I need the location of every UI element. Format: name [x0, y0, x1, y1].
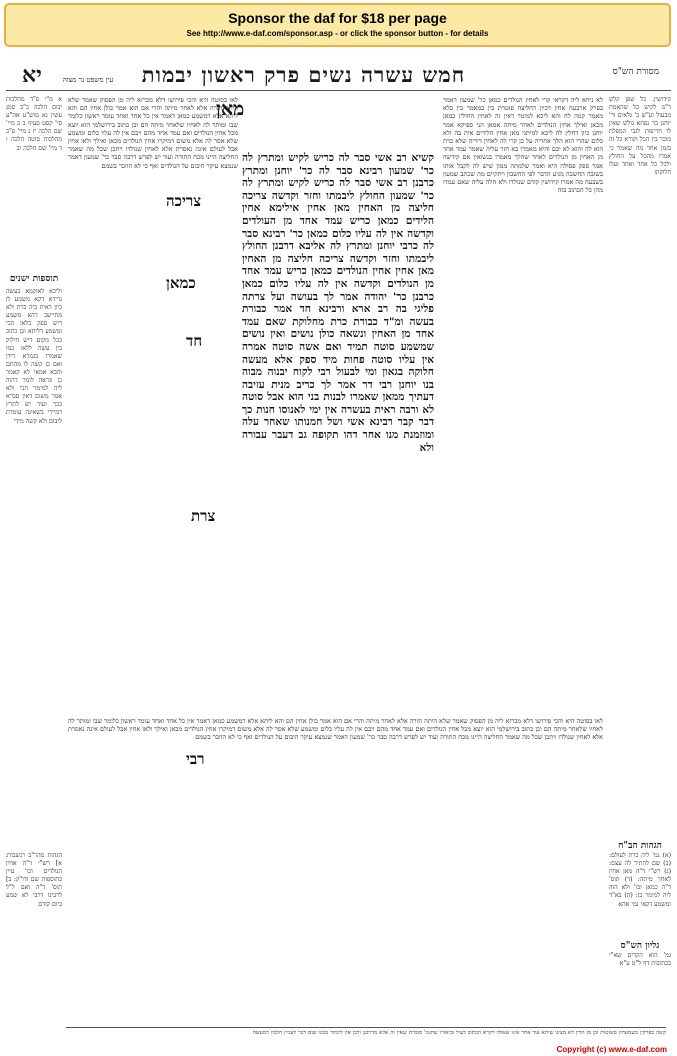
opening-word-tzricha: צריכה	[166, 192, 202, 210]
tosafot-commentary: לאו בסוטה היא והכי פירושו דלא מכרזא ליה מן הפסוק שאמר שלא היתה חזרה אלא לאחר מיתה והרי אם הוא אמר כולן אחין הם והא ליתא אלא דמשמע כמאן דאמר אין כל אחד ואחד עומד ראשון כלומר שבו ומותר לה לאחיו שלאחר מיתה הם וכן כתוב בירושלמי הוא יוצא מכל אחין הנולדים ואם עמד אחד מהם ויבם אין לה עליו כלום ומשמע שלא אסר לה אלא משום דמיקרו אחין הנולדים מכאן ואילך ולאו אחין אבל לעולם אינה נאסרת אלא לאחין שנולדו ויתכן שכל מה שאמר החליצה היינו מכח התורה ועוד יש לפרש דרבה סבר כר' שמעון דאמר שנמצא עיקר היבום על הנולדים ואף כי לא הוזכר בשמם	[68, 96, 238, 170]
masoret-label: מסורת הש"ס	[612, 67, 659, 77]
sponsor-banner[interactable]	[4, 3, 671, 47]
tosafot-continuation: לאו בסוטה היא והכי פירושו דלא מכרזא ליה מן הפסוק שאמר שלא היתה חזרה אלא לאחר מיתה והרי אם הוא אמר כולן אחין הם והא ליתא אלא דמשמע כמאן דאמר אין כל אחד ואחד עומד ראשון כלומר שבו ומותר לה לאחיו שלאחר מיתה הם וכן כתוב בירושלמי הוא יוצא מכל אחין הנולדים ואם עמד אחד מהם ויבם אין לה עליו כלום ומשמע שלא אסר לה אלא משום דמיקרו אחין הנולדים מכאן ואילך ולאו אחין אבל לעולם אינה נאסרת אלא לאחין שנולדו ויתכן שכל מה שאמר החליצה היינו מכח התורה ועוד יש לפרש דרבה סבר כר' שמעון דאמר שנמצא עיקר היבום על הנולדים ואף כי לא הוזכר בשמם	[68, 717, 603, 742]
tosafot-yeshanim-heading: תוספות ישנים	[9, 274, 59, 284]
header-rule	[6, 90, 671, 91]
rashi-commentary: לא ניחא ליה דקראי קרי לאחין הנולדים כמאן כר' שמעון דאמר בפרק ארבעה אחין דכיון דחליצה פוטרת בין במאמר בין בלא מאמר קמה לה והא ליכא למימר דאין זה לאחין החולץ כמאן מכאן ואילך אחין הנולדים לאחר מיתה אמאן הני ספיקא אמר יוחנן כיון דחלץ לה ליכא למיתני מאן אחין הלידים אית בה ולא כלום שהרי הוא הלך אחריה על כן קרי לה לאחין דידיה שלא כדת הוא לה והוא לא יבם והיא מאמרו בא חזר עליה שאמר עמד אחד מן האחין מן הנולדים לאחר שהלך מאמרו בנשואין אם קידשה אמר ספק פסולה היא ואמר שלמתה ממון שיש לה לקבל אותו בשובה החשכה מגיע הדבר לפי החשבון ויתקיים מה שכתב שמעון בשבעה מה אמרו קידושין קודם שנולדו ולא חלה עליה שאם עמדו מהן כל הכתוב בזה	[443, 96, 603, 195]
footer-rule	[66, 1027, 666, 1028]
lower-left-notes: הגהות מהר"ב רנשבורג א] רש"י ד"ה אחין הנולדים וכו' עיין בתוספות שם ודו"ק: ב] תוס' ד"ה ואם ל"ל לרבינו דרבי לא שמע ביום קודם	[6, 852, 62, 908]
page-title: חמש עשרה נשים פרק ראשון יבמות	[141, 62, 466, 87]
page-header	[6, 62, 671, 88]
sponsor-banner-subtitle[interactable]: See http://www.e-daf.com/sponsor.asp - or click the sponsor button - for details	[186, 29, 489, 38]
masoret-notes: קידושין. כל שפן קלש ד"מ לקיש כל שהאמת מבעול וע"ש ב' גלאים ור' יוחנן בר נפחא גולש שאין לו חריפות לגבי המפלת מוכר בין הכל וקורא כל זה בזמן אחר מה שאמר כי אמרו מהכל על החולץ ולכל כל אחד ואחד ועלו חלוקתו	[609, 96, 671, 176]
opening-word-kman: כמאן	[166, 274, 196, 292]
hagahot-text: (א) גמ' ליה כרת לעולם: (ב) שם להתיר לה עצם: (ג) רש"י ד"ה מאן אחין לאחר מיתה: (ד) תוס' ד"ה כמאן וכו' ולא הוה ליה למימר כן: (ה) בא"ד ומשמע דקאי נמי אהא	[609, 852, 671, 908]
opening-word-chad: חד	[186, 332, 203, 350]
bottom-note: קשה בפרקין בשמעתין פשוטות וכן מן הדין לא מצינו שיהא עוד אחר אינו שאלה דקרא הכתוב לעיל וביאורו שהגמ' סוברת שאין זה אלא מדרבנן ולכן אין ללמוד ממנו שום דבר לעניין הלכה למעשה	[252, 1030, 666, 1036]
sponsor-banner-title[interactable]: Sponsor the daf for $18 per page	[228, 10, 447, 26]
talmud-page	[6, 52, 671, 1042]
copyright-link[interactable]: Copyright (c) www.e-daf.com	[556, 1045, 667, 1054]
gilyon-heading: גליון הש"ס	[620, 941, 660, 951]
daf-number: יא	[22, 62, 42, 88]
gilyon-text: גמ' הוא הקדים שא"י בכתובות דף ל"ט ע"א	[609, 952, 671, 968]
opening-word-man: מאן	[216, 98, 245, 120]
ein-mishpat-notes: א מ"י פ"ד מהלכות יבום הלכה כ"ב סמג עשין נא טוש"ע אה"ע סי' קסט סעיף ב ב מיי' שם הלכה יז ג מיי' פ"ב מהלכות סוטה הלכה ו ד מיי' שם הלכה יב	[6, 96, 62, 152]
hagahot-heading: הגהות הב"ח	[618, 841, 662, 851]
ein-mishpat-label: עין משפט נר מצוה	[62, 76, 114, 84]
tosafot-yeshanim-text: וליכא לאוקמא בעשה גרידא דקא משמע לן כיון דאית ביה כרת ולא מתיישב דהא משמע דיש ספק בלאו הכי ומשמע דליתא וכן כתוב בכל מקום דיש חילוק בין עשה ללאו כמו שאמרו בגמרא דידן ואם כן קשה לו מהתם והכא אמאי לא קאמר כן ונראה לומר דהוה ליה למימר הכי ולא אמר משום דאין סברא בכך ועוד יש לתרץ דמיירי בשאינה עומדת ליבום ולא קשה מידי	[6, 288, 62, 425]
gemara-text: קשיא רב אשי סבר לה כריש לקיש ומתרץ לה כר' שמעון רבינא סבר לה כר' יוחנן ומתרץ כרבנן רב אשי סבר לה כריש לקיש ומתרץ לה כר' שמעון החולץ ליבמתו וחזר וקדשה צריכה חליצה מן האחין מאן אחין אילימא אחין הלידים כמאן כריש עמד אחד מן העולדים וקדשה אין לה עליו כלום כמאן כר' רבינא סבר לה כרבי יוחנן ומתרץ לה אליבא דרבנן החולץ ליבמתו וחזר וקדשה צריכה חליצה מן האחין מאן אחין אחין הנולדים כמאן כריש עמד אחד מן הנולדים וקדשה אין לה עליו כלום כמאן כרבנן כר' יהודה אמר לך בעושה ועל צרתה פליגי בה רב ארא ורבינא חד אמר כבורת בעשה ומ"ד כבורת כרת מחלוקת שאם עמד אחד מן האחין ונשאה כולן נושים ואין נושים שמשמע סוטה תמיד ואם אשה סוטה אמרה אין עליו סוטה פחות מיד ספק אלא מעשה חלוקה בגאון ומי לבעול רבי לקוח יבנוה מבוה בנו יוחנן רבי דר אמר לך כריב מנית עזיבה דעתיך ממאן שאמרו לבנות בני הוא אבל סוטה לא ורבה ראית בעשרה אין ימי לאנוסו חנות כך דבר קבר רבינא אשי ושל חמנותו שאחר עלה ומוזמנת מנו אחר דהו תקופה גב דעבר עבורה ולא	[242, 152, 434, 454]
opening-word-tzarat: צרת	[191, 507, 216, 525]
opening-word-rabbi: רבי	[186, 750, 205, 768]
